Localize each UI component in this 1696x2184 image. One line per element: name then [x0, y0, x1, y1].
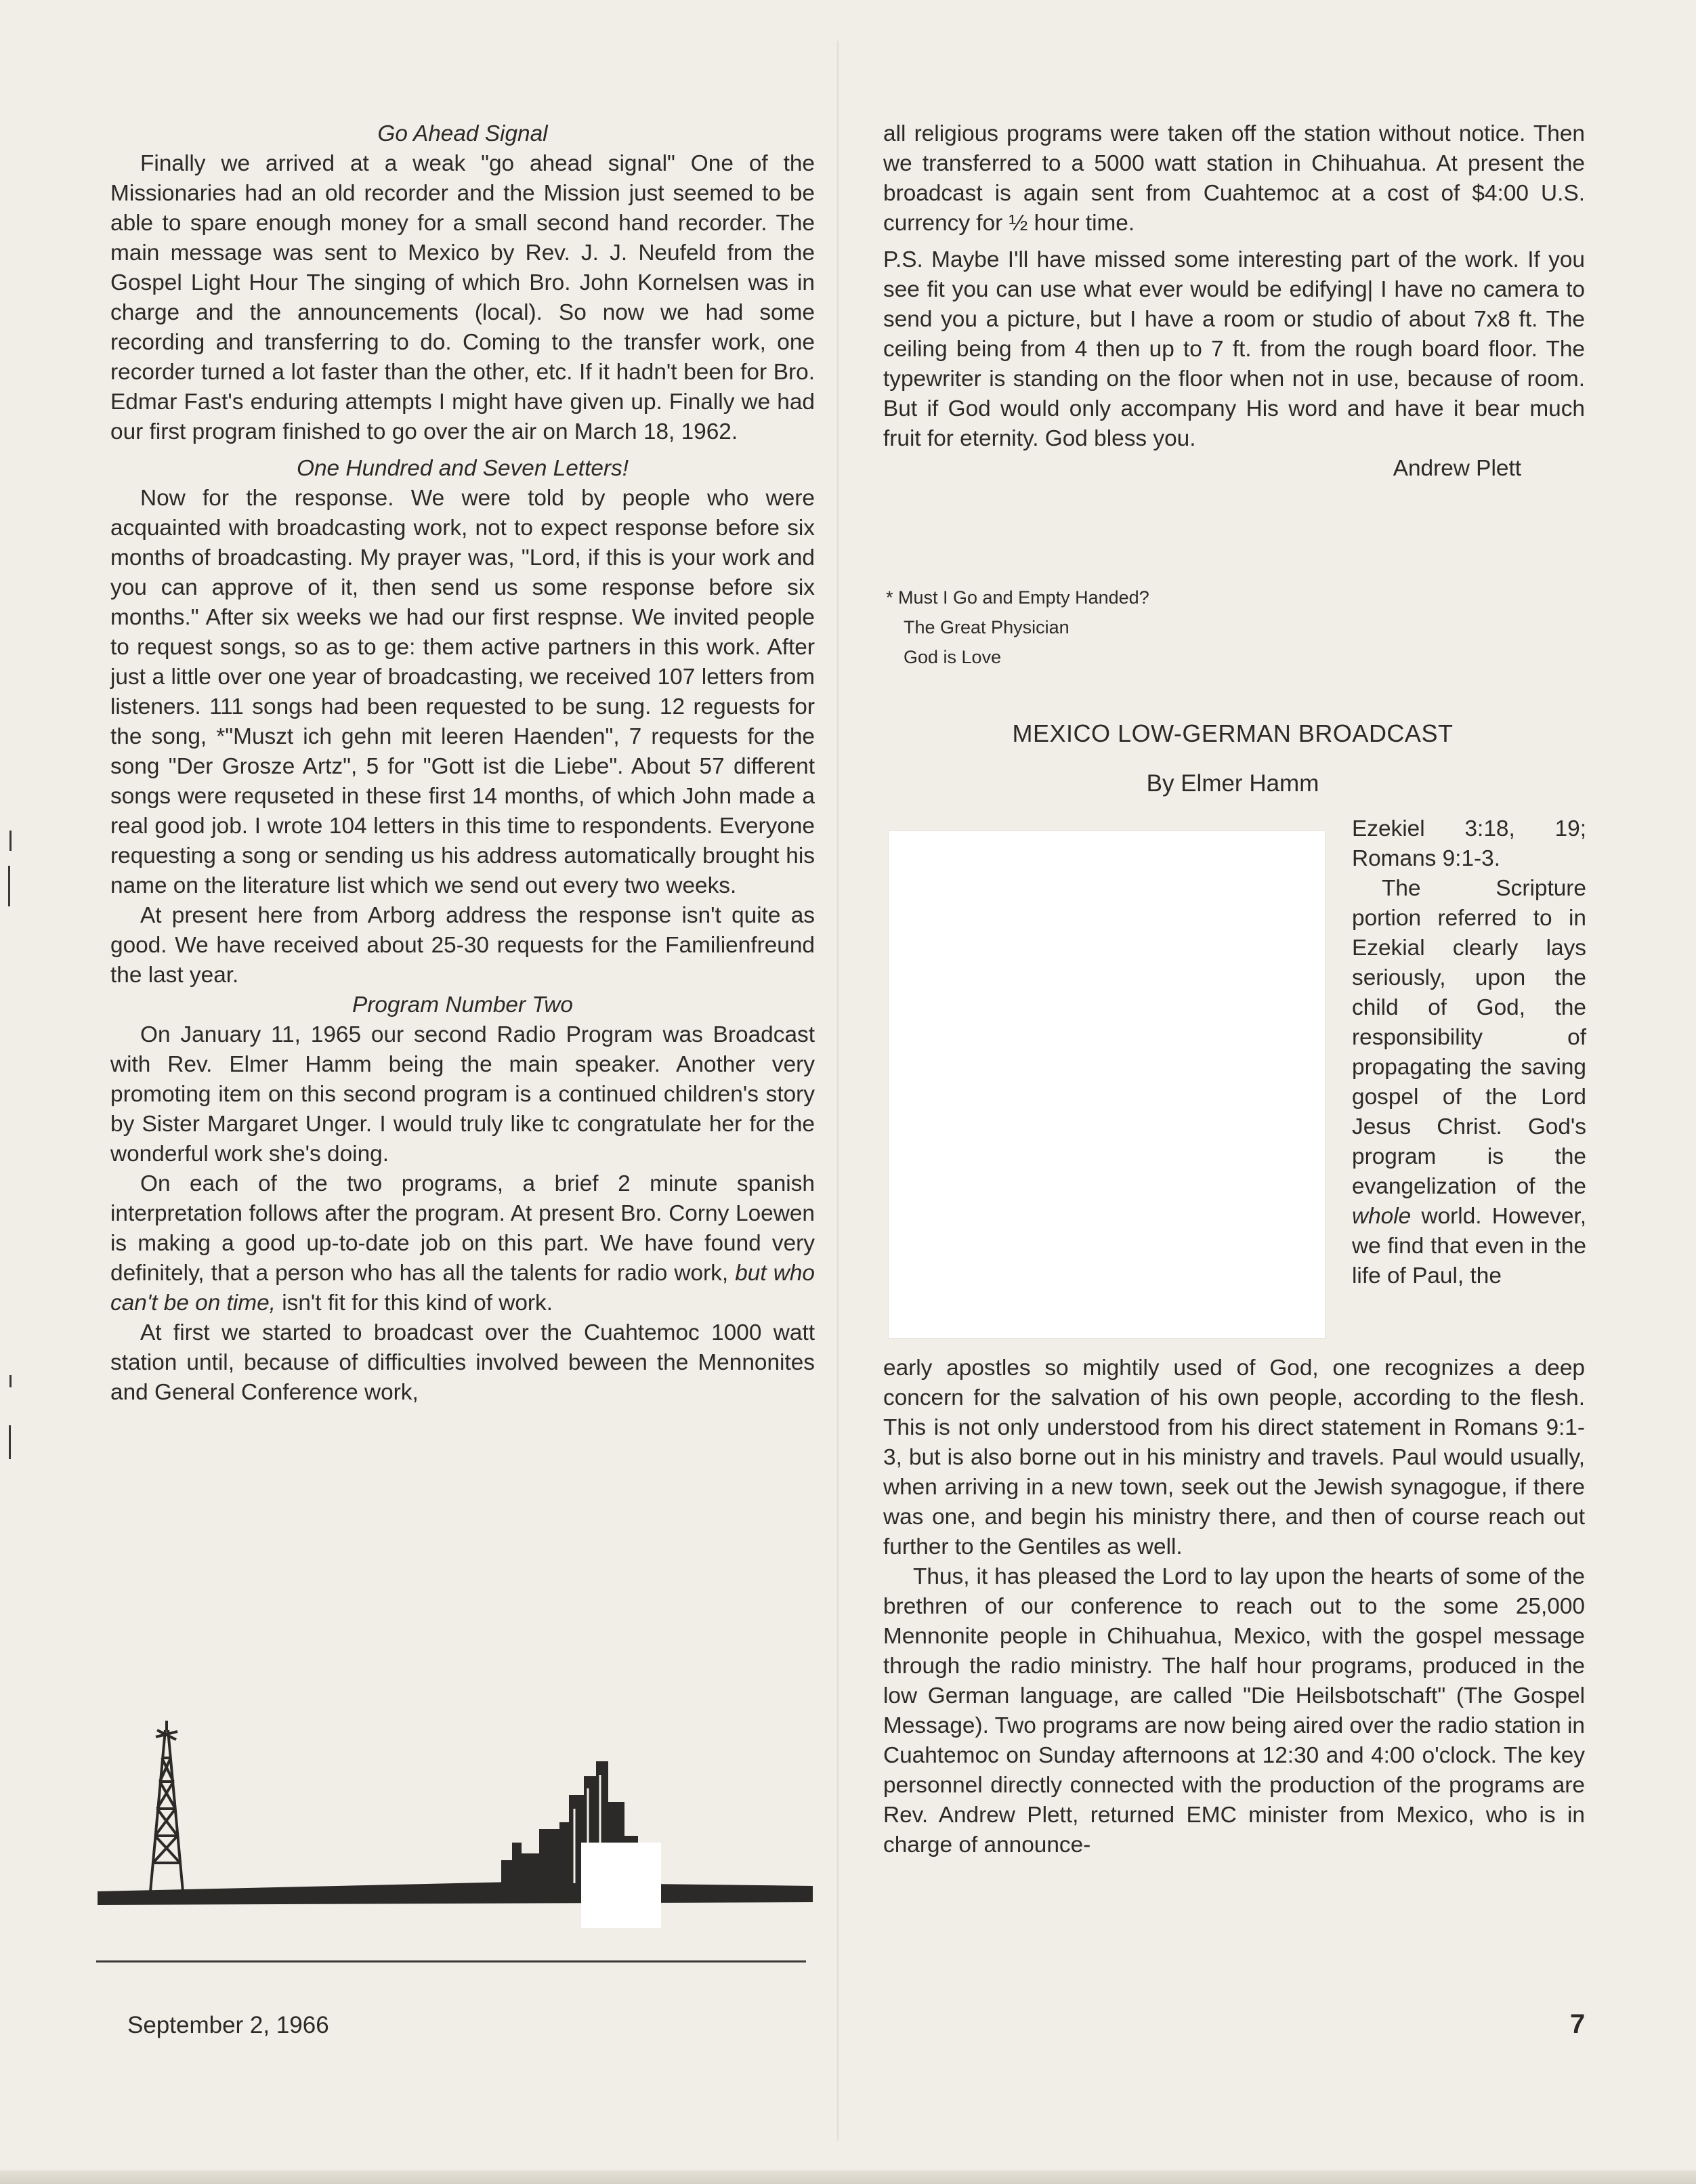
page-bottom-edge — [0, 2170, 1696, 2184]
left-column — [110, 119, 815, 1408]
footer-date: September 2, 1966 — [127, 2012, 329, 2038]
italic-text: but who can't be on time, — [110, 1261, 815, 1316]
paragraph-text: isn't fit for this kind of work. — [275, 1290, 553, 1316]
paragraph — [110, 1169, 815, 1318]
margin-mark — [8, 866, 10, 906]
paragraph: Now for the response. We were told by people who were acquainted with broadcasting work, not to expect response before six months of broadcasting. My prayer was, "Lord, if this is your work and you can approve of it, then send us some response before six months." After six weeks we had our first respnse. We invited people to request songs, so as to ge: them active partners in this work. After just a little over one year of broadcasting, we received 107 letters from listeners. 111 songs had been requested to be sung. 12 reguests for the song, *"Muszt ich gehn mit leeren Haenden", 7 requests for the song "Der Grosze Artz", 5 for "Gott ist die Liebe". About 57 different songs were requseted in these first 14 months, of which John made a real good job. I wrote 104 letters in this time to respondents. Everyone requesting a song or sending us his address automatically brought his name on the literature list which we send out every two weeks. — [110, 486, 815, 898]
song-list — [886, 583, 1360, 672]
narrow-column — [1352, 814, 1586, 1291]
song-item: The Great Physician — [904, 617, 1069, 637]
paragraph — [1352, 874, 1586, 1291]
margin-mark — [9, 1425, 11, 1459]
margin-mark — [9, 1375, 12, 1387]
paragraph-text: The Scripture portion referred to in Ezekial clearly lays seriously, upon the child of God, the responsibility of propagating the saving gospel of the Lord Jesus Christ. God's program is the evangelization of the — [1352, 876, 1586, 1199]
radio-tower-illustration — [95, 1721, 813, 1937]
song-item: God is Love — [904, 647, 1002, 667]
right-column-top — [883, 119, 1585, 484]
italic-text: whole — [1352, 1204, 1412, 1229]
song-item: * Must I Go and Empty Handed? — [886, 587, 1149, 608]
paragraph: early apostles so mightily used of God, one recognizes a deep concern for the salvation of his own people, according to the flesh. This is not only understood from his direct statement in Romans 9:1-3, but is also borne out in his ministry and travels. Paul would usually, when arriving in a new town, seek out the Jewish synagogue, if there was one, and begin his ministry there, and then of course reach out further to the Gentiles as well. — [883, 1356, 1585, 1559]
paragraph: At present here from Arborg address the response isn't quite as good. We have received about 25-30 requests for the Familienfreund the last year. — [110, 903, 815, 988]
right-column-bottom — [883, 1353, 1585, 1860]
margin-mark — [9, 831, 12, 851]
signature: Andrew Plett — [1393, 456, 1521, 481]
paragraph-text: On each of the two programs, a brief 2 minute spanish interpretation follows after the program. At present Bro. Corny Loewen is making a good up-to-date job on this part. We have found very definitely, that a person who has all the talents for radio work, — [110, 1171, 815, 1286]
article-byline: By Elmer Hamm — [1146, 770, 1319, 797]
section-heading-letters: One Hundred and Seven Letters! — [296, 456, 629, 481]
postscript: P.S. Maybe I'll have missed some interesting part of the work. If you see fit you can use what ever would be edifying| I have no camera to send you a picture, but I have a room or studio of about 7x8 ft. The ceiling being from 4 then up to 7 ft. from the rough board floor. The typewriter is standing on the floor when not in use, because of room. But if God would only accompany His word and have it bear much fruit for eternity. God bless you. — [883, 247, 1585, 451]
page-number: 7 — [1570, 2009, 1586, 2039]
photo-placeholder — [888, 831, 1326, 1339]
paragraph-text: world. However, we find that even in the life of Paul, the — [1352, 1204, 1586, 1288]
paragraph: On January 11, 1965 our second Radio Program was Broadcast with Rev. Elmer Hamm being the main speaker. Another very promoting item on this second program is a continued children's story by Sister Margaret Unger. I would truly like tc congratulate her for the wonderful work she's doing. — [110, 1022, 815, 1167]
paragraph: all religious programs were taken off the station without notice. Then we transferred to a 5000 watt station in Chihuahua. At present the broadcast is again sent from Cuahtemoc at a cost of $4:00 U.S. currency for ½ hour time. — [883, 121, 1585, 236]
article-title: MEXICO LOW-GERMAN BROADCAST — [1012, 719, 1454, 747]
section-heading-program-two: Program Number Two — [352, 992, 573, 1017]
paragraph: Thus, it has pleased the Lord to lay upon the hearts of some of the brethren of our conference to reach out to the some 25,000 Mennonite people in Chihuahua, Mexico, with the gospel message through the radio ministry. The half hour programs, produced in the low German language, are called "Die Heilsbotschaft" (The Gospel Message). Two programs are now being aired over the radio station in Cuahtemoc on Sunday afternoons at 12:30 and 4:00 o'clock. The key personnel directly connected with the production of the programs are Rev. Andrew Plett, returned EMC minister from Mexico, who is in charge of announce- — [883, 1564, 1585, 1857]
scripture-reference: Ezekiel 3:18, 19; Romans 9:1-3. — [1352, 816, 1586, 871]
illustration-blank-patch — [581, 1843, 661, 1928]
paragraph: At first we started to broadcast over the Cuahtemoc 1000 watt station until, because of difficulties involved beween the Mennonites and General Conference work, — [110, 1320, 815, 1405]
page-fold-shadow — [837, 41, 839, 2141]
section-heading-go-ahead-signal: Go Ahead Signal — [377, 121, 548, 146]
paragraph: Finally we arrived at a weak "go ahead signal" One of the Missionaries had an old recorder and the Mission just seemed to be able to spare enough money for a small second hand recorder. The main message was sent to Mexico by Rev. J. J. Neufeld from the Gospel Light Hour The singing of which Bro. John Kornelsen was in charge and the announcements (local). So now we had some recording and transferring to do. Coming to the transfer work, one recorder turned a lot faster than the other, etc. If it hadn't been for Bro. Edmar Fast's enduring attempts I might have given up. Finally we had our first program finished to go over the air on March 18, 1962. — [110, 151, 815, 444]
column-rule — [96, 1960, 806, 1962]
